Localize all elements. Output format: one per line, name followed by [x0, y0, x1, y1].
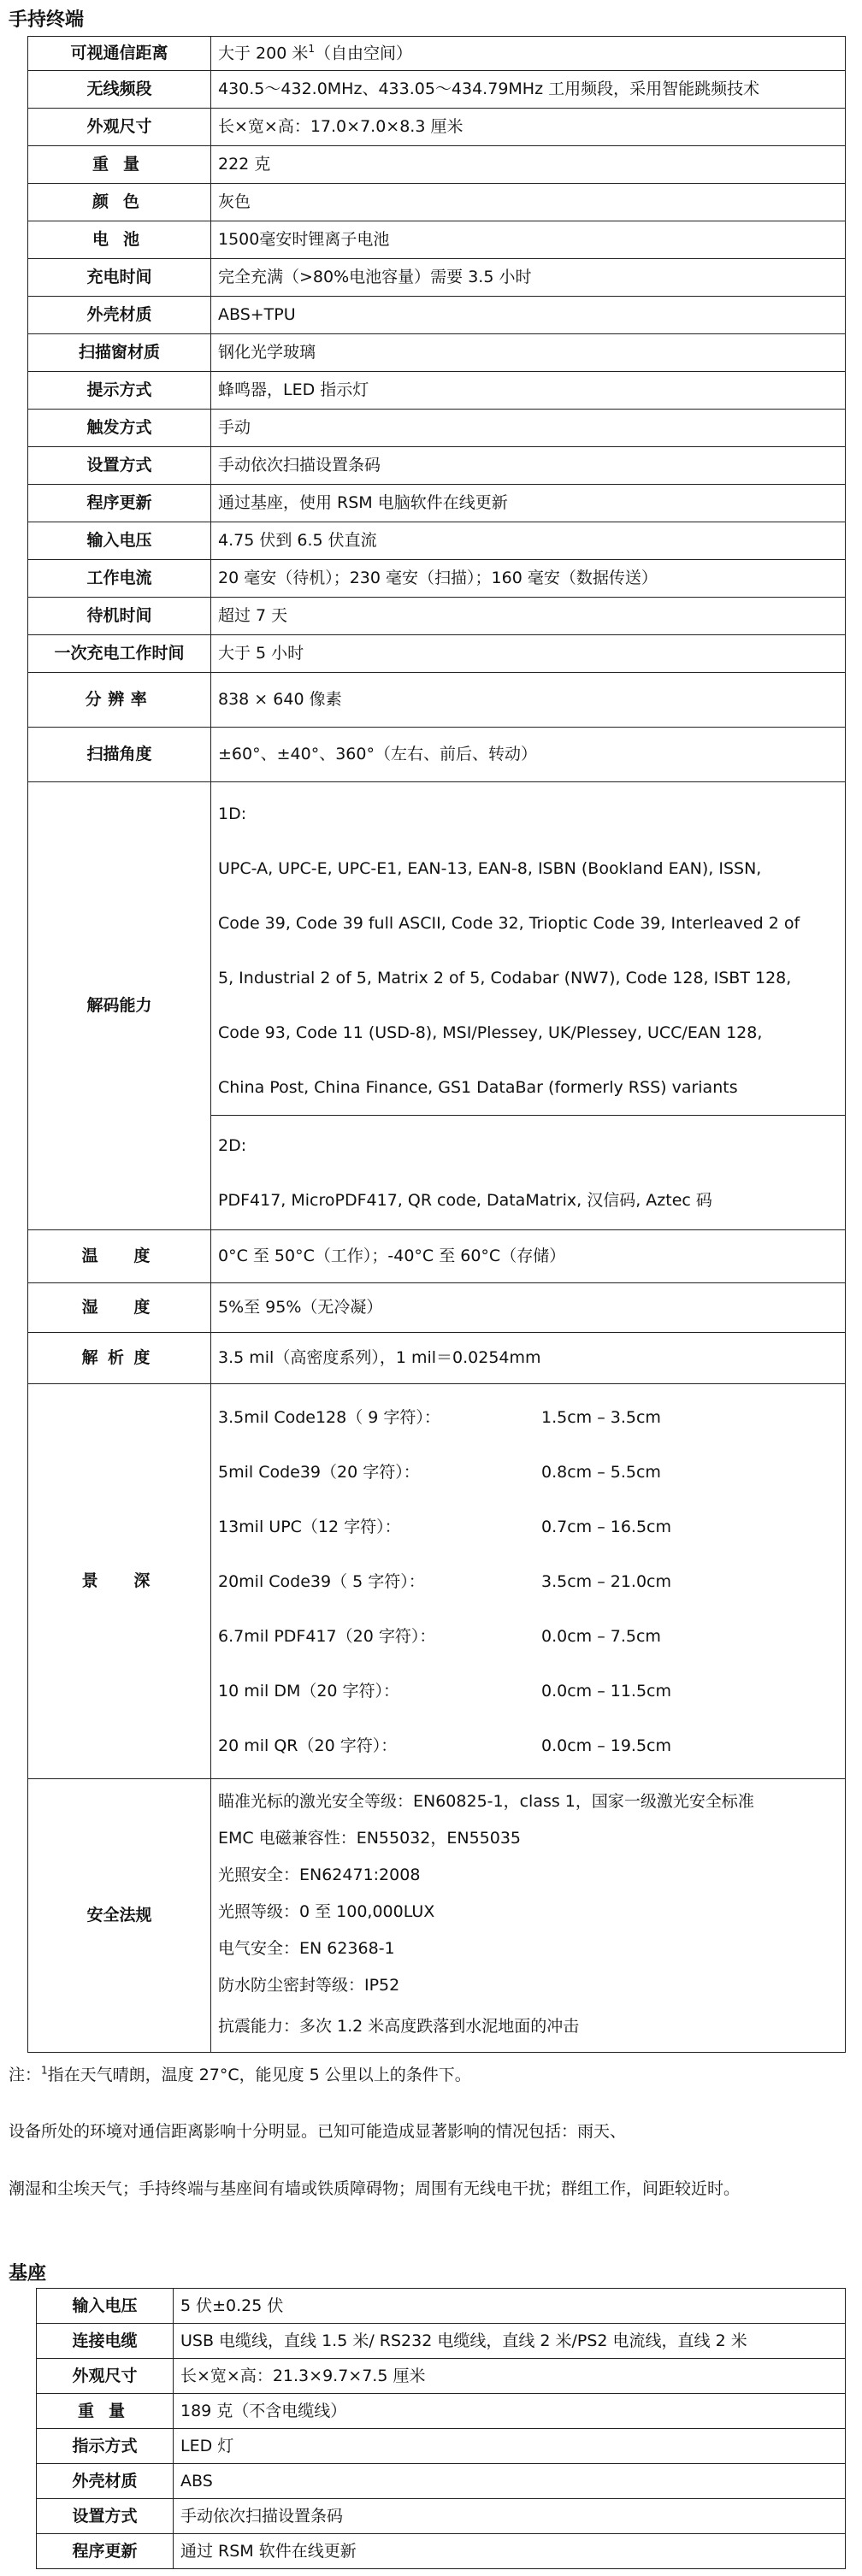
safety-line: 防水防尘密封等级：IP52 [218, 1975, 400, 1995]
spec-label: 充电时间 [28, 259, 211, 297]
spec-row-charge-time [28, 259, 846, 297]
spec-row-battery [28, 221, 846, 259]
spec-value: 5 伏±0.25 伏 [174, 2289, 846, 2324]
spec-value: 长×宽×高：21.3×9.7×7.5 厘米 [174, 2359, 846, 2394]
spec-value: 完全充满（>80%电池容量）需要 3.5 小时 [211, 259, 846, 297]
spec-label: 重量 [28, 146, 211, 184]
spec-value: 222 克 [211, 146, 846, 184]
spec-value: 3.5 mil（高密度系列），1 mil＝0.0254mm [211, 1333, 846, 1384]
base-row-voltage [37, 2289, 846, 2324]
decode-2d-title: 2D: [218, 1135, 247, 1155]
decode-1d-cell [211, 782, 846, 1116]
spec-row-weight [28, 146, 846, 184]
spec-label: 输入电压 [28, 522, 211, 560]
note-paragraph-line: 设备所处的环境对通信距离影响十分明显。已知可能造成显著影响的情况包括：雨天、 [9, 2122, 627, 2141]
spec-value: 长×宽×高：17.0×7.0×8.3 厘米 [211, 109, 846, 146]
spec-value: 手动 [211, 410, 846, 447]
spec-value: 430.5～432.0MHz、433.05～434.79MHz 工用频段，采用智能跳频技术 [211, 71, 846, 109]
spec-label: 可视通信距离 [28, 37, 211, 71]
spec-value: 4.75 伏到 6.5 伏直流 [211, 522, 846, 560]
base-row-shell [37, 2464, 846, 2499]
decode-1d-line: China Post, China Finance, GS1 DataBar (formerly RSS) variants [218, 1077, 738, 1097]
spec-row-voltage [28, 522, 846, 560]
spec-label: 温度 [28, 1230, 211, 1283]
spec-value: 大于 5 小时 [211, 635, 846, 673]
decode-1d-line: UPC-A, UPC-E, UPC-E1, EAN-13, EAN-8, ISBN (Bookland EAN), ISSN, [218, 858, 762, 878]
spec-label: 程序更新 [28, 485, 211, 522]
spec-value: 通过 RSM 软件在线更新 [174, 2534, 846, 2569]
dof-item: 5mil Code39（20 字符）： 0.8cm – 5.5cm [218, 1462, 661, 1482]
spec-row-trigger [28, 410, 846, 447]
spec-value: 5%至 95%（无冷凝） [211, 1283, 846, 1333]
section-title-base: 基座 [9, 2263, 47, 2284]
spec-value: ±60°、±40°、360°（左右、前后、转动） [211, 728, 846, 782]
spec-label: 提示方式 [28, 372, 211, 410]
spec-label: 外壳材质 [28, 297, 211, 334]
spec-label: 解码能力 [28, 782, 211, 1230]
spec-row-depth-of-field [28, 1384, 846, 1779]
base-row-weight [37, 2394, 846, 2429]
spec-label: 分辨率 [28, 673, 211, 728]
base-row-indicator [37, 2429, 846, 2464]
dof-item: 10 mil DM（20 字符）： 0.0cm – 11.5cm [218, 1681, 672, 1701]
decode-2d-line: PDF417, MicroPDF417, QR code, DataMatrix, 汉信码, Aztec 码 [218, 1190, 712, 1210]
safety-line: 电气安全：EN 62368-1 [218, 1938, 395, 1958]
section-title-handheld: 手持终端 [9, 9, 85, 31]
footnote: 注：$^1$指在天气晴朗，温度 27°C，能见度 5 公里以上的条件下。 [9, 2064, 471, 2084]
spec-row-temperature [28, 1230, 846, 1283]
spec-row-resolution-px [28, 673, 846, 728]
spec-value: 手动依次扫描设置条码 [211, 447, 846, 485]
spec-label: 一次充电工作时间 [28, 635, 211, 673]
spec-row-size [28, 109, 846, 146]
spec-label: 解析度 [28, 1333, 211, 1384]
spec-value: 超过 7 天 [211, 598, 846, 635]
spec-row-humidity [28, 1283, 846, 1333]
dof-item: 20 mil QR（20 字符）： 0.0cm – 19.5cm [218, 1736, 672, 1755]
spec-label: 扫描角度 [28, 728, 211, 782]
dof-item: 20mil Code39（ 5 字符）： 3.5cm – 21.0cm [218, 1571, 672, 1591]
spec-label: 颜色 [28, 184, 211, 221]
spec-label: 安全法规 [28, 1779, 211, 2053]
spec-label: 无线频段 [28, 71, 211, 109]
spec-value: 钢化光学玻璃 [211, 334, 846, 372]
spec-row-band [28, 71, 846, 109]
spec-value: 通过基座，使用 RSM 电脑软件在线更新 [211, 485, 846, 522]
spec-label: 湿度 [28, 1283, 211, 1333]
spec-row-window [28, 334, 846, 372]
spec-label: 设置方式 [28, 447, 211, 485]
dof-item: 13mil UPC（12 字符）： 0.7cm – 16.5cm [218, 1517, 672, 1536]
spec-row-decode-1d [28, 782, 846, 1116]
spec-row-standby [28, 598, 846, 635]
spec-label: 外观尺寸 [28, 109, 211, 146]
spec-value: 1500毫安时锂离子电池 [211, 221, 846, 259]
safety-line: 瞄准光标的激光安全等级：EN60825-1，class 1，国家一级激光安全标准 [218, 1791, 754, 1811]
safety-line: 光照等级：0 至 100,000LUX [218, 1901, 435, 1921]
handheld-spec-table [27, 36, 846, 2053]
decode-1d-title: 1D: [218, 804, 247, 823]
spec-row-setup [28, 447, 846, 485]
spec-row-work-time [28, 635, 846, 673]
safety-line: 光照安全：EN62471:2008 [218, 1865, 421, 1884]
spec-value: ABS [174, 2464, 846, 2499]
safety-cell [211, 1779, 846, 2053]
spec-value: 0°C 至 50°C（工作）；-40°C 至 60°C（存储） [211, 1230, 846, 1283]
dof-item: 3.5mil Code128（ 9 字符）： 1.5cm – 3.5cm [218, 1407, 661, 1427]
base-row-update [37, 2534, 846, 2569]
spec-value: 189 克（不含电缆线） [174, 2394, 846, 2429]
spec-label: 景深 [28, 1384, 211, 1779]
spec-value: 手动依次扫描设置条码 [174, 2499, 846, 2534]
safety-line: 抗震能力：多次 1.2 米高度跌落到水泥地面的冲击 [218, 2016, 580, 2036]
base-row-cable [37, 2324, 846, 2359]
decode-1d-line: Code 93, Code 11 (USD-8), MSI/Plessey, UK/Plessey, UCC/EAN 128, [218, 1023, 763, 1042]
spec-row-prompt [28, 372, 846, 410]
spec-label: 触发方式 [28, 410, 211, 447]
spec-row-range [28, 37, 846, 71]
spec-value: 838 × 640 像素 [211, 673, 846, 728]
note-paragraph-line: 潮湿和尘埃天气；手持终端与基座间有墙或铁质障碍物；周围有无线电干扰；群组工作，间距较近时。 [9, 2179, 741, 2198]
spec-value: ABS+TPU [211, 297, 846, 334]
spec-row-shell [28, 297, 846, 334]
spec-row-scan-angle [28, 728, 846, 782]
decode-2d-cell [211, 1116, 846, 1230]
spec-label: 重量 [37, 2394, 174, 2429]
base-spec-table [36, 2288, 846, 2569]
spec-label: 外观尺寸 [37, 2359, 174, 2394]
spec-label: 输入电压 [37, 2289, 174, 2324]
spec-row-color [28, 184, 846, 221]
spec-value: 大于 200 米$^1$（自由空间） [211, 37, 846, 71]
spec-label: 待机时间 [28, 598, 211, 635]
spec-label: 指示方式 [37, 2429, 174, 2464]
spec-value: LED 灯 [174, 2429, 846, 2464]
spec-label: 程序更新 [37, 2534, 174, 2569]
spec-row-safety [28, 1779, 846, 2053]
spec-value: 蜂鸣器，LED 指示灯 [211, 372, 846, 410]
spec-label: 外壳材质 [37, 2464, 174, 2499]
spec-value: 灰色 [211, 184, 846, 221]
spec-row-resolution-mil [28, 1333, 846, 1384]
dof-cell [211, 1384, 846, 1779]
base-row-setup [37, 2499, 846, 2534]
safety-line: EMC 电磁兼容性：EN55032，EN55035 [218, 1828, 522, 1848]
decode-1d-line: Code 39, Code 39 full ASCII, Code 32, Trioptic Code 39, Interleaved 2 of [218, 913, 800, 933]
spec-label: 连接电缆 [37, 2324, 174, 2359]
decode-1d-line: 5, Industrial 2 of 5, Matrix 2 of 5, Codabar (NW7), Code 128, ISBT 128, [218, 968, 792, 987]
spec-value: 20 毫安（待机）；230 毫安（扫描）；160 毫安（数据传送） [211, 560, 846, 598]
spec-label: 扫描窗材质 [28, 334, 211, 372]
spec-row-current [28, 560, 846, 598]
spec-row-update [28, 485, 846, 522]
base-row-size [37, 2359, 846, 2394]
dof-item: 6.7mil PDF417（20 字符）： 0.0cm – 7.5cm [218, 1626, 661, 1646]
spec-label: 工作电流 [28, 560, 211, 598]
spec-label: 电池 [28, 221, 211, 259]
spec-label: 设置方式 [37, 2499, 174, 2534]
spec-value: USB 电缆线，直线 1.5 米/ RS232 电缆线，直线 2 米/PS2 电流线，直线 2 米 [174, 2324, 846, 2359]
